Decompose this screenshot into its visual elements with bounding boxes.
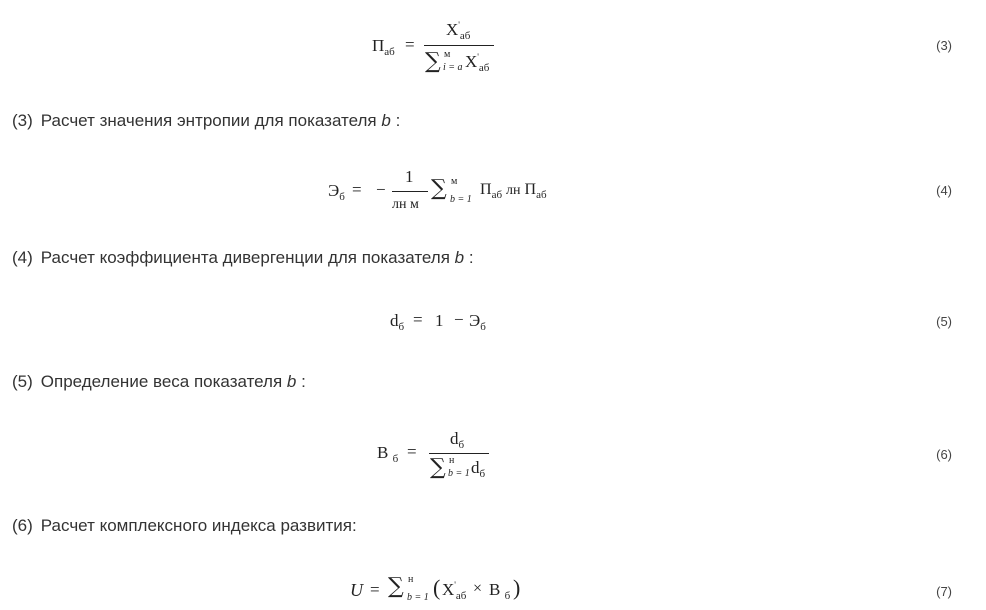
eq6-fraction-line	[429, 453, 489, 454]
eq6-den-term	[471, 458, 485, 478]
eq3-num-prime: '	[458, 20, 460, 30]
step-4-number: (4)	[12, 248, 33, 267]
step-5-label: Определение веса показателя	[40, 372, 283, 391]
step-5-text	[12, 372, 306, 392]
step-3-label: Расчет значения энтропии для показателя	[40, 111, 377, 130]
eq6-sum-top: н	[449, 455, 455, 466]
eq3-sum-symbol: ∑	[425, 49, 441, 74]
step-5-number: (5)	[12, 372, 33, 391]
eq4-lhs	[328, 181, 345, 201]
eq6-numerator	[450, 429, 464, 449]
eq3-equals: =	[405, 35, 415, 54]
eq7-sum-top: н	[408, 574, 414, 585]
step-3-text	[12, 111, 400, 131]
eq3-fraction-line	[424, 45, 494, 46]
eq4-sum-symbol: ∑	[431, 176, 447, 201]
eq4-ln: лн	[506, 183, 521, 198]
eq7-paren-open: (	[433, 575, 441, 600]
eq6-lhs	[377, 443, 398, 463]
eq6-num-symbol: d	[450, 429, 459, 448]
step-3-variable: b	[381, 111, 391, 130]
eq7-term1-sub: аб	[455, 590, 467, 602]
equation-7	[0, 566, 986, 610]
eq7-number: (7)	[936, 584, 952, 599]
step-3-colon: :	[395, 111, 401, 130]
eq5-rhs-symbol: Э	[469, 311, 481, 330]
step-4-variable: b	[454, 248, 465, 267]
step-4-colon: :	[468, 248, 474, 267]
eq4-term1: П	[480, 181, 492, 198]
eq7-paren-close: )	[513, 575, 521, 600]
eq3-lhs-sub: аб	[384, 46, 395, 58]
eq4-term1-sub: аб	[491, 189, 503, 201]
step-4-label: Расчет коэффициента дивергенции для показателя	[40, 248, 450, 267]
eq3-num-symbol: X	[446, 20, 459, 39]
eq3-numerator	[446, 20, 470, 40]
eq3-sum-bottom: i = a	[443, 62, 463, 73]
eq5-number: (5)	[936, 314, 952, 329]
eq5-one: 1	[435, 311, 444, 330]
equation-6	[0, 424, 986, 484]
eq7-equals: =	[370, 580, 380, 599]
eq5-rhs-sub: б	[480, 321, 486, 333]
eq7-lhs: U	[350, 580, 363, 600]
step-6-label: Расчет комплексного индекса развития:	[40, 516, 357, 535]
eq3-den-prime: '	[477, 52, 479, 62]
eq7-term1-symbol: X	[442, 580, 455, 599]
eq7-times: ×	[473, 580, 483, 597]
eq4-frac-numerator: 1	[405, 167, 414, 186]
eq6-denominator	[430, 455, 446, 480]
eq4-term2: П	[524, 181, 537, 198]
step-6-number: (6)	[12, 516, 33, 535]
eq5-lhs-sub: б	[398, 321, 405, 333]
step-6-text	[12, 516, 357, 536]
eq4-sum	[431, 176, 447, 201]
eq6-den-sub: б	[479, 468, 486, 480]
eq6-den-symbol: d	[471, 458, 480, 477]
eq7-sum	[388, 574, 404, 599]
eq3-den-term	[465, 52, 489, 72]
eq7-term2-symbol: В	[489, 580, 501, 599]
eq4-lhs-sub: б	[339, 191, 345, 203]
step-3-number: (3)	[12, 111, 33, 130]
eq5-equals: =	[413, 310, 423, 329]
eq4-fraction-line	[392, 191, 428, 192]
equation-5	[0, 300, 986, 340]
eq7-term1	[442, 580, 466, 600]
eq4-lhs-symbol: Э	[328, 181, 340, 200]
eq4-sum-bottom: b = 1	[450, 194, 472, 205]
eq6-lhs-symbol: В	[377, 443, 389, 462]
eq7-sum-symbol: ∑	[388, 574, 404, 599]
eq5-minus: −	[454, 310, 464, 329]
eq3-lhs	[372, 36, 395, 56]
eq3-num-sub: аб	[459, 30, 471, 42]
eq6-num-sub: б	[458, 439, 465, 451]
step-4-text	[12, 248, 474, 268]
eq6-equals: =	[407, 442, 417, 461]
equation-4	[0, 160, 986, 220]
eq6-sum-bottom: b = 1	[448, 468, 470, 479]
eq3-den-symbol: X	[465, 52, 478, 71]
eq4-equals: =	[352, 180, 362, 199]
eq4-number: (4)	[936, 183, 952, 198]
eq4-terms	[480, 181, 547, 199]
eq4-term2-sub: аб	[536, 189, 547, 201]
eq6-lhs-sub: б	[392, 453, 399, 465]
eq6-sum-symbol: ∑	[430, 455, 446, 480]
eq3-den-sub: аб	[478, 62, 490, 74]
eq4-minus: −	[376, 180, 386, 199]
equation-3	[0, 14, 986, 84]
eq4-frac-denominator: лн м	[392, 197, 419, 212]
eq3-number: (3)	[936, 38, 952, 53]
eq5-lhs-symbol: d	[390, 311, 399, 330]
eq7-term2	[489, 580, 510, 600]
eq3-denominator	[425, 49, 441, 74]
eq7-term2-sub: б	[504, 590, 511, 602]
eq5-lhs	[390, 311, 404, 331]
eq7-sum-bottom: b = 1	[407, 592, 429, 603]
eq4-sum-top: м	[451, 176, 458, 187]
step-5-variable: b	[286, 372, 297, 391]
eq6-number: (6)	[936, 447, 952, 462]
eq7-term1-prime: '	[454, 580, 456, 590]
eq3-sum-top: м	[444, 49, 451, 60]
step-5-colon: :	[301, 372, 306, 391]
eq5-rhs-term	[469, 311, 486, 331]
eq3-lhs-symbol: П	[372, 36, 385, 55]
